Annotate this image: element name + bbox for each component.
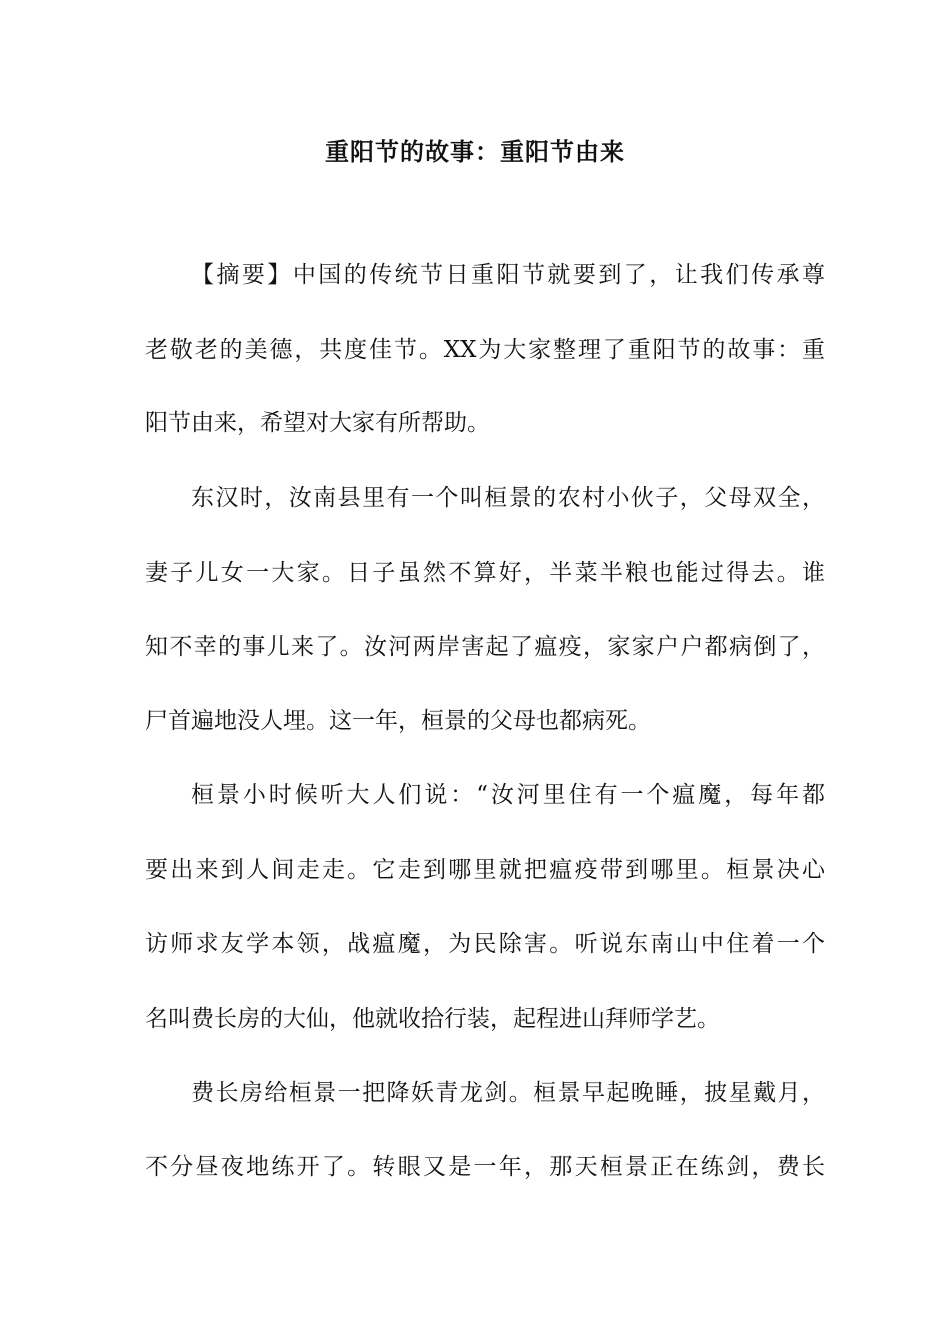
text-line: 访师求友学本领，战瘟魔，为民除害。听说东南山中住着一个: [145, 931, 825, 957]
text-line: 东汉时，汝南县里有一个叫桓景的农村小伙子，父母双全，: [191, 485, 825, 511]
text-line: 名叫费长房的大仙，他就收拾行装，起程进山拜师学艺。: [145, 1006, 720, 1032]
text-line: 尸首遍地没人埋。这一年，桓景的父母也都病死。: [145, 708, 651, 734]
text-line: 费长房给桓景一把降妖青龙剑。桓景早起晚睡，披星戴月，: [191, 1080, 825, 1106]
text-line: 要出来到人间走走。它走到哪里就把瘟疫带到哪里。桓景决心: [145, 857, 825, 883]
text-line: 阳节由来，希望对大家有所帮助。: [145, 410, 490, 436]
text-line: 桓景小时候听大人们说：“汝河里住有一个瘟魔，每年都: [191, 782, 825, 808]
text-line: 【摘要】中国的传统节日重阳节就要到了，让我们传承尊: [191, 262, 825, 288]
text-line: 老敬老的美德，共度佳节。XX为大家整理了重阳节的故事：重: [145, 337, 825, 363]
text-line: 不分昼夜地练开了。转眼又是一年，那天桓景正在练剑，费长: [145, 1154, 825, 1180]
text-line: 知不幸的事儿来了。汝河两岸害起了瘟疫，家家户户都病倒了，: [145, 634, 825, 660]
document-title: 重阳节的故事：重阳节由来: [325, 137, 625, 166]
text-line: 妻子儿女一大家。日子虽然不算好，半菜半粮也能过得去。谁: [145, 560, 825, 586]
